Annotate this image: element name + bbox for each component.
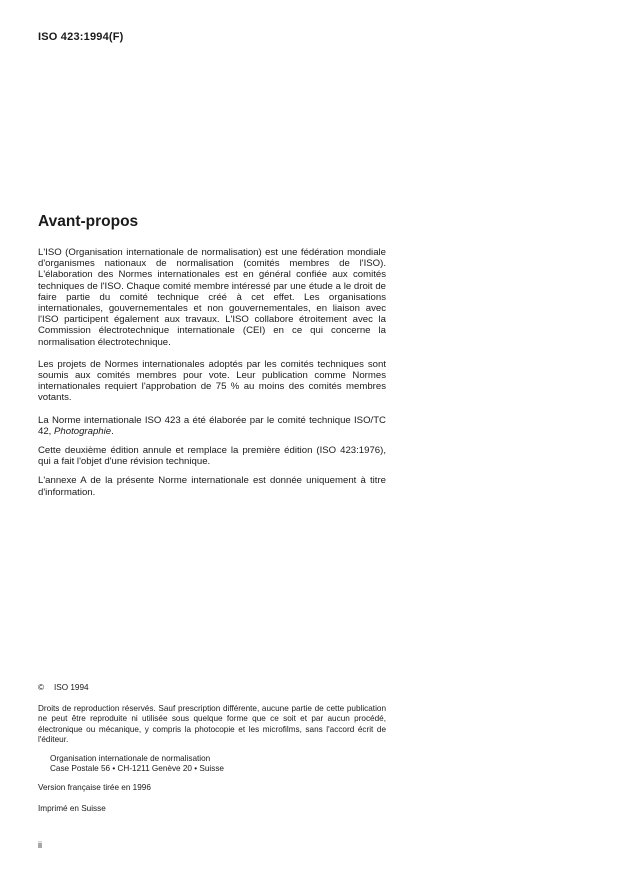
address-line-2: Case Postale 56 • CH-1211 Genève 20 • Suisse — [50, 764, 224, 774]
publisher-address — [50, 754, 386, 774]
foreword-body — [38, 247, 386, 509]
document-id: ISO 423:1994(F) — [38, 31, 124, 43]
foreword-paragraph-1: L'ISO (Organisation internationale de normalisation) est une fédération mondiale d'organismes nationaux de normalisation (comités membres de l'ISO). L'élaboration des Normes internationales est en général confiée aux comités techniques de l'ISO. Chaque comité membre intéressé par une étude a le droit de faire partie du comité technique créé à cet effet. Les organisations internationales, gouvernementales et non gouvernementales, en liaison avec l'ISO participent également aux travaux. L'ISO collabore étroitement avec la Commission électrotechnique internationale (CEI) en ce qui concerne la normalisation électrotechnique. — [38, 247, 386, 348]
printed-note: Imprimé en Suisse — [38, 803, 106, 813]
page-number: ii — [38, 840, 42, 850]
foreword-paragraph-3 — [38, 415, 386, 437]
version-note: Version française tirée en 1996 — [38, 783, 151, 793]
foreword-paragraph-2: Les projets de Normes internationales adoptés par les comités techniques sont soumis aux comités membres pour vote. Leur publication comme Normes internationales requiert l'approbation de 75 % au moins des comités membres votants. — [38, 358, 386, 404]
foreword-paragraph-4: Cette deuxième édition annule et remplace la première édition (ISO 423:1976), qui a fait l'objet d'une révision technique. — [38, 445, 386, 468]
rights-notice: Droits de reproduction réservés. Sauf prescription différente, aucune partie de cette publication ne peut être reproduite ni utilisée sous quelque forme que ce soit et par aucun procédé, électronique ou mécanique, y compris la photocopie et les microfilms, sans l'accord écrit de l'éditeur. — [38, 704, 386, 744]
paragraph-3-text: La Norme internationale ISO 423 a été élaborée par le comité technique ISO/TC 42, — [38, 414, 386, 437]
copyright-block — [38, 683, 386, 814]
foreword-title: Avant-propos — [38, 213, 139, 230]
foreword-paragraph-5: L'annexe A de la présente Norme internationale est donnée uniquement à titre d'information. — [38, 475, 386, 498]
paragraph-3-end: . — [111, 425, 114, 437]
address-line-1: Organisation internationale de normalisation — [50, 754, 211, 764]
committee-name: Photographie — [54, 425, 112, 437]
copyright-line — [38, 683, 386, 693]
copyright-icon: © — [38, 683, 45, 692]
copyright-holder: ISO 1994 — [54, 683, 89, 692]
